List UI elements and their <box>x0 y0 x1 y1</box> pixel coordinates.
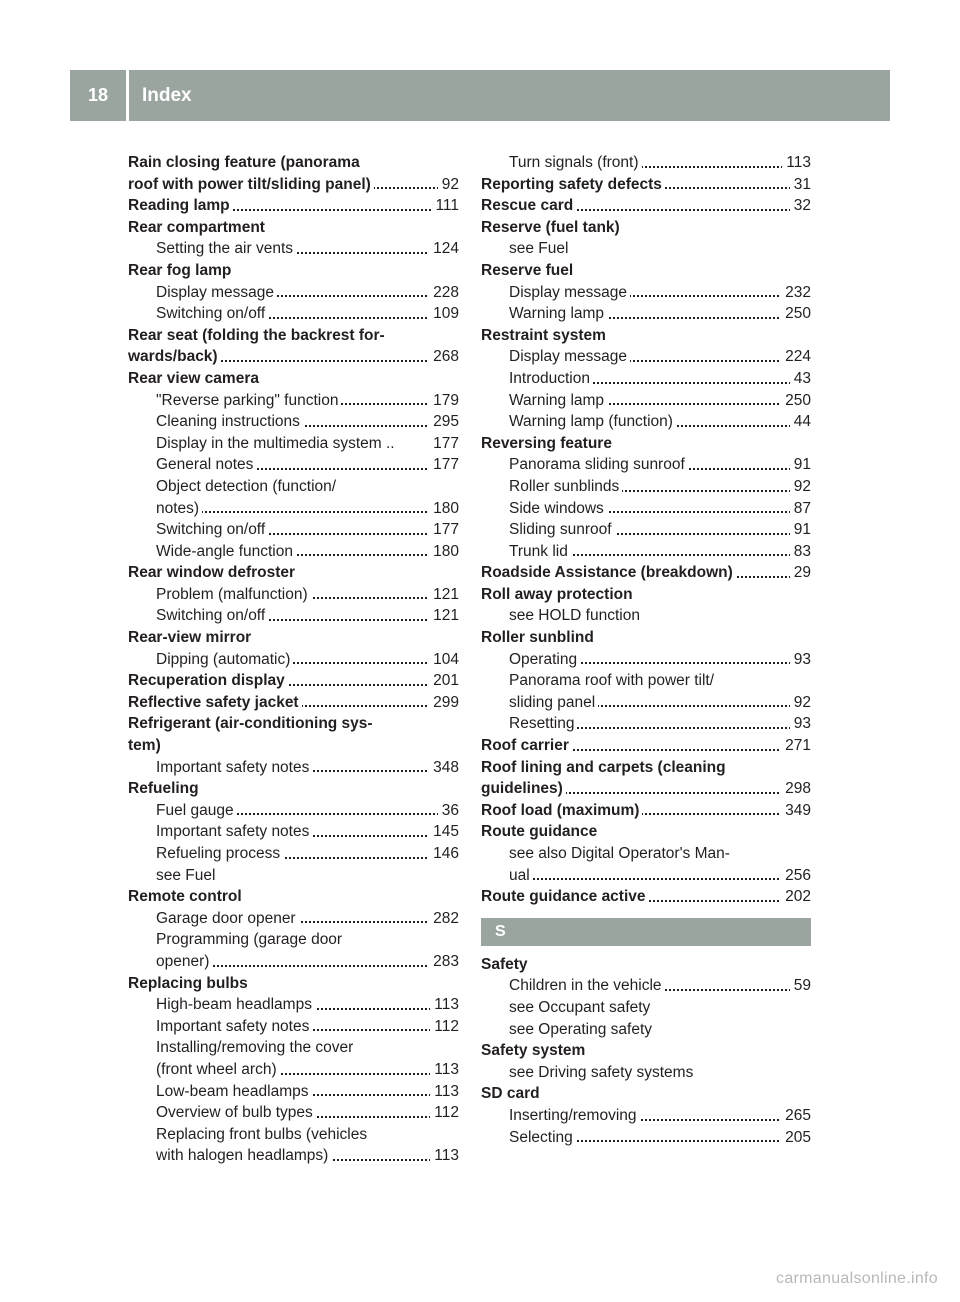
entry-text: Turn signals (front) <box>509 154 642 171</box>
entry-text: Display message <box>509 284 630 301</box>
entry-page-number: 180 <box>429 541 459 563</box>
entry-page-number: 31 <box>790 174 811 196</box>
entry-page-number: 177 <box>429 454 459 476</box>
entry-text: Wide-angle function <box>156 543 296 560</box>
index-entry <box>481 390 811 412</box>
index-entry <box>481 238 811 260</box>
index-entry <box>128 411 459 433</box>
entry-text: Important safety notes <box>156 1018 312 1035</box>
entry-text: Rear window defroster <box>128 564 298 581</box>
entry-text: see also Digital Operator's Man- <box>509 845 733 862</box>
entry-page-number: 109 <box>429 303 459 325</box>
entry-text: with halogen headlamps) <box>156 1147 331 1164</box>
entry-text: Rescue card <box>481 197 576 214</box>
entry-page-number: 124 <box>429 238 459 260</box>
index-entry <box>481 821 811 843</box>
entry-text: "Reverse parking" function <box>156 392 341 409</box>
entry-text: Overview of bulb types <box>156 1104 316 1121</box>
entry-text: see HOLD function <box>509 607 643 624</box>
index-entry <box>128 1081 459 1103</box>
entry-page-number: 179 <box>429 390 459 412</box>
index-entry <box>128 454 459 476</box>
entry-text: Roller sunblind <box>481 629 597 646</box>
index-entry <box>128 908 459 930</box>
entry-text: Reflective safety jacket <box>128 694 302 711</box>
entry-page-number: 113 <box>430 994 459 1016</box>
index-entry <box>481 346 811 368</box>
entry-text: High-beam headlamps <box>156 996 315 1013</box>
entry-text: wards/back) <box>128 348 221 365</box>
entry-text: notes) <box>156 500 202 517</box>
entry-text: Important safety notes <box>156 823 312 840</box>
entry-page-number: 113 <box>430 1145 459 1167</box>
entry-page-number: 113 <box>430 1081 459 1103</box>
index-entry <box>128 519 459 541</box>
index-entry <box>128 433 459 455</box>
entry-text: opener) <box>156 953 212 970</box>
entry-text: ual <box>509 867 533 884</box>
index-entry <box>128 843 459 865</box>
entry-text: SD card <box>481 1085 543 1102</box>
entry-page-number: 232 <box>781 282 811 304</box>
index-entry <box>128 152 459 174</box>
entry-page-number: 121 <box>429 605 459 627</box>
index-entry <box>481 954 811 976</box>
index-entry <box>481 541 811 563</box>
entry-page-number: 201 <box>429 670 459 692</box>
index-column-right <box>481 152 811 1148</box>
entry-text: Replacing front bulbs (vehicles <box>156 1126 370 1143</box>
entry-text: Panorama roof with power tilt/ <box>509 672 717 689</box>
entry-text: Refueling process <box>156 845 283 862</box>
entry-page-number: 295 <box>429 411 459 433</box>
index-entry <box>128 390 459 412</box>
entry-page-number: 113 <box>430 1059 459 1081</box>
entry-text: Rear fog lamp <box>128 262 234 279</box>
entry-text: Roof lining and carpets (cleaning <box>481 759 729 776</box>
entry-text: Safety system <box>481 1042 588 1059</box>
entry-page-number: 112 <box>430 1016 459 1038</box>
index-entry <box>481 562 811 584</box>
index-entry <box>481 260 811 282</box>
index-entry <box>481 975 811 997</box>
index-entry <box>481 713 811 735</box>
index-entry <box>481 627 811 649</box>
entry-text: see Operating safety <box>509 1021 655 1038</box>
index-entry <box>481 476 811 498</box>
entry-text: Rain closing feature (panorama <box>128 154 363 171</box>
entry-page-number: 271 <box>781 735 811 757</box>
entry-page-number: 92 <box>790 476 811 498</box>
index-entry <box>481 584 811 606</box>
index-entry <box>481 1019 811 1041</box>
index-entry <box>128 562 459 584</box>
index-entry <box>128 368 459 390</box>
index-entry <box>128 649 459 671</box>
entry-text: Reversing feature <box>481 435 615 452</box>
entry-page-number: 348 <box>429 757 459 779</box>
index-entry <box>128 260 459 282</box>
index-entry <box>128 886 459 908</box>
entry-text: Switching on/off <box>156 305 268 322</box>
index-entry <box>481 217 811 239</box>
entry-text: Rear compartment <box>128 219 268 236</box>
entry-text: Safety <box>481 956 531 973</box>
entry-text: Children in the vehicle <box>509 977 665 994</box>
index-entry <box>128 174 459 196</box>
entry-text: tem) <box>128 737 164 754</box>
index-entry <box>481 692 811 714</box>
index-entry <box>481 735 811 757</box>
index-entry <box>481 800 811 822</box>
index-entry <box>128 195 459 217</box>
entry-page-number: 205 <box>781 1127 811 1149</box>
index-entry <box>128 973 459 995</box>
index-entry <box>481 174 811 196</box>
index-entry <box>128 498 459 520</box>
entry-page-number: 146 <box>429 843 459 865</box>
index-entry <box>481 303 811 325</box>
index-entry <box>481 670 811 692</box>
index-entry <box>128 584 459 606</box>
entry-page-number: 32 <box>790 195 811 217</box>
index-entry <box>128 692 459 714</box>
entry-text: Remote control <box>128 888 245 905</box>
entry-text: Object detection (function/ <box>156 478 339 495</box>
index-entry <box>481 282 811 304</box>
entry-page-number: 298 <box>781 778 811 800</box>
entry-text: Resetting <box>509 715 577 732</box>
entry-page-number: 83 <box>790 541 811 563</box>
entry-text: Setting the air vents <box>156 240 296 257</box>
entry-text: Roadside Assistance (breakdown) <box>481 564 736 581</box>
index-entry <box>128 1037 459 1059</box>
entry-page-number: 113 <box>782 152 811 174</box>
index-entry <box>481 152 811 174</box>
index-entry <box>128 929 459 951</box>
index-entry <box>128 735 459 757</box>
entry-text: Operating <box>509 651 580 668</box>
header-separator <box>126 70 129 121</box>
entry-text: Low-beam headlamps <box>156 1083 312 1100</box>
entry-page-number: 43 <box>790 368 811 390</box>
entry-text: Recuperation display <box>128 672 288 689</box>
index-entry <box>481 649 811 671</box>
index-entry <box>481 1062 811 1084</box>
index-entry <box>481 1127 811 1149</box>
section-letter: S <box>495 922 506 940</box>
index-entry <box>481 411 811 433</box>
index-entry <box>481 498 811 520</box>
index-entry <box>128 476 459 498</box>
index-entry <box>128 1102 459 1124</box>
index-entry <box>128 994 459 1016</box>
index-entry <box>128 346 459 368</box>
entry-text: Side windows <box>509 500 607 517</box>
entry-text: Cleaning instructions <box>156 413 303 430</box>
entry-text: see Occupant safety <box>509 999 653 1016</box>
entry-page-number: 91 <box>790 519 811 541</box>
entry-text: Switching on/off <box>156 607 268 624</box>
entry-text: Rear view camera <box>128 370 262 387</box>
index-entry <box>128 238 459 260</box>
index-entry <box>128 713 459 735</box>
entry-page-number: 93 <box>790 713 811 735</box>
entry-text: Replacing bulbs <box>128 975 251 992</box>
entry-text: Important safety notes <box>156 759 312 776</box>
entry-page-number: 250 <box>781 390 811 412</box>
entry-page-number: 180 <box>429 498 459 520</box>
page-number: 18 <box>87 85 109 105</box>
index-entry <box>128 800 459 822</box>
index-entry <box>481 1083 811 1105</box>
index-entry <box>481 778 811 800</box>
entry-page-number: 145 <box>429 821 459 843</box>
index-entry <box>128 627 459 649</box>
index-entry <box>481 1105 811 1127</box>
entry-page-number: 111 <box>431 195 459 217</box>
entry-text: Rear-view mirror <box>128 629 254 646</box>
index-entries-r <box>481 152 811 908</box>
entry-text: roof with power tilt/sliding panel) <box>128 176 374 193</box>
index-entry <box>481 865 811 887</box>
index-entry <box>481 454 811 476</box>
entry-text: Roll away protection <box>481 586 636 603</box>
index-entry <box>481 843 811 865</box>
index-entry <box>128 1059 459 1081</box>
index-entry <box>481 757 811 779</box>
entry-page-number: 92 <box>790 692 811 714</box>
entry-text: Reporting safety defects <box>481 176 665 193</box>
entry-page-number: 93 <box>790 649 811 671</box>
entry-text: see Fuel <box>156 867 218 884</box>
entry-text: Warning lamp <box>509 305 607 322</box>
entry-text: Warning lamp <box>509 392 607 409</box>
entry-page-number: 36 <box>438 800 459 822</box>
entry-text: Reserve (fuel tank) <box>481 219 623 236</box>
entry-text: Warning lamp (function) <box>509 413 676 430</box>
entry-page-number: 177 <box>429 519 459 541</box>
entry-page-number: 104 <box>429 649 459 671</box>
index-column-left <box>128 152 459 1167</box>
entry-page-number: 349 <box>781 800 811 822</box>
index-entry <box>481 195 811 217</box>
entry-page-number: 265 <box>781 1105 811 1127</box>
index-entry <box>481 1040 811 1062</box>
entry-text: Refueling <box>128 780 202 797</box>
entry-text: Roof carrier <box>481 737 572 754</box>
entry-text: Roof load (maximum) <box>481 802 642 819</box>
leader-dots <box>509 878 811 880</box>
entry-text: Refrigerant (air-conditioning sys- <box>128 715 376 732</box>
index-entry <box>128 541 459 563</box>
entry-text: Display message <box>156 284 277 301</box>
entry-page-number: 250 <box>781 303 811 325</box>
entry-page-number: 44 <box>790 411 811 433</box>
index-entry <box>481 886 811 908</box>
index-entry <box>128 865 459 887</box>
index-entry <box>128 282 459 304</box>
entry-text: General notes <box>156 456 256 473</box>
entry-page-number: 177 <box>429 433 459 455</box>
entry-page-number: 91 <box>790 454 811 476</box>
section-header-s <box>481 918 811 946</box>
index-entry <box>128 778 459 800</box>
entry-text: Restraint system <box>481 327 609 344</box>
entry-text: Display message <box>509 348 630 365</box>
index-entry <box>481 433 811 455</box>
entry-text: Fuel gauge <box>156 802 237 819</box>
entry-page-number: 112 <box>430 1102 459 1124</box>
entry-page-number: 256 <box>781 865 811 887</box>
entry-text: Dipping (automatic) <box>156 651 293 668</box>
entry-text: Introduction <box>509 370 593 387</box>
entry-text: guidelines) <box>481 780 566 797</box>
index-entry <box>481 605 811 627</box>
entry-page-number: 121 <box>429 584 459 606</box>
entry-text: Installing/removing the cover <box>156 1039 356 1056</box>
index-entry <box>128 821 459 843</box>
entry-page-number: 268 <box>429 346 459 368</box>
entry-text: see Fuel <box>509 240 571 257</box>
entry-page-number: 228 <box>429 282 459 304</box>
entry-page-number: 299 <box>429 692 459 714</box>
entry-text: Display in the multimedia system .. <box>156 435 398 452</box>
entry-text: Route guidance active <box>481 888 649 905</box>
entry-text: Reserve fuel <box>481 262 576 279</box>
index-entries-s <box>481 954 811 1148</box>
entry-text: Roller sunblinds <box>509 478 622 495</box>
entry-text: Route guidance <box>481 823 600 840</box>
entry-page-number: 59 <box>790 975 811 997</box>
entry-text: (front wheel arch) <box>156 1061 280 1078</box>
watermark: carmanualsonline.info <box>776 1270 938 1287</box>
entry-text: Sliding sunroof <box>509 521 615 538</box>
entry-text: Selecting <box>509 1129 576 1146</box>
index-entry <box>128 757 459 779</box>
entry-page-number: 282 <box>429 908 459 930</box>
index-entry <box>481 997 811 1019</box>
entry-text: Programming (garage door <box>156 931 345 948</box>
index-entry <box>128 1124 459 1146</box>
index-entry <box>481 368 811 390</box>
entry-text: Panorama sliding sunroof <box>509 456 688 473</box>
entry-text: Rear seat (folding the backrest for- <box>128 327 388 344</box>
entry-text: Switching on/off <box>156 521 268 538</box>
entry-text: Trunk lid <box>509 543 571 560</box>
index-entry <box>481 519 811 541</box>
entry-page-number: 224 <box>781 346 811 368</box>
index-entry <box>128 605 459 627</box>
index-entry <box>128 325 459 347</box>
entry-page-number: 87 <box>790 498 811 520</box>
page-header <box>70 70 890 121</box>
index-entry <box>128 217 459 239</box>
index-entry <box>128 1145 459 1167</box>
index-entry <box>128 951 459 973</box>
entry-page-number: 283 <box>429 951 459 973</box>
entry-text: see Driving safety systems <box>509 1064 696 1081</box>
entry-text: Inserting/removing <box>509 1107 640 1124</box>
entry-page-number: 202 <box>781 886 811 908</box>
entry-text: Garage door opener <box>156 910 299 927</box>
index-entry <box>128 670 459 692</box>
index-entry <box>481 325 811 347</box>
entry-page-number: 92 <box>438 174 459 196</box>
entry-text: Problem (malfunction) <box>156 586 311 603</box>
entry-text: Reading lamp <box>128 197 233 214</box>
page-title: Index <box>142 85 192 106</box>
entry-text: sliding panel <box>509 694 598 711</box>
index-entry <box>128 1016 459 1038</box>
entry-page-number: 29 <box>790 562 811 584</box>
index-entry <box>128 303 459 325</box>
